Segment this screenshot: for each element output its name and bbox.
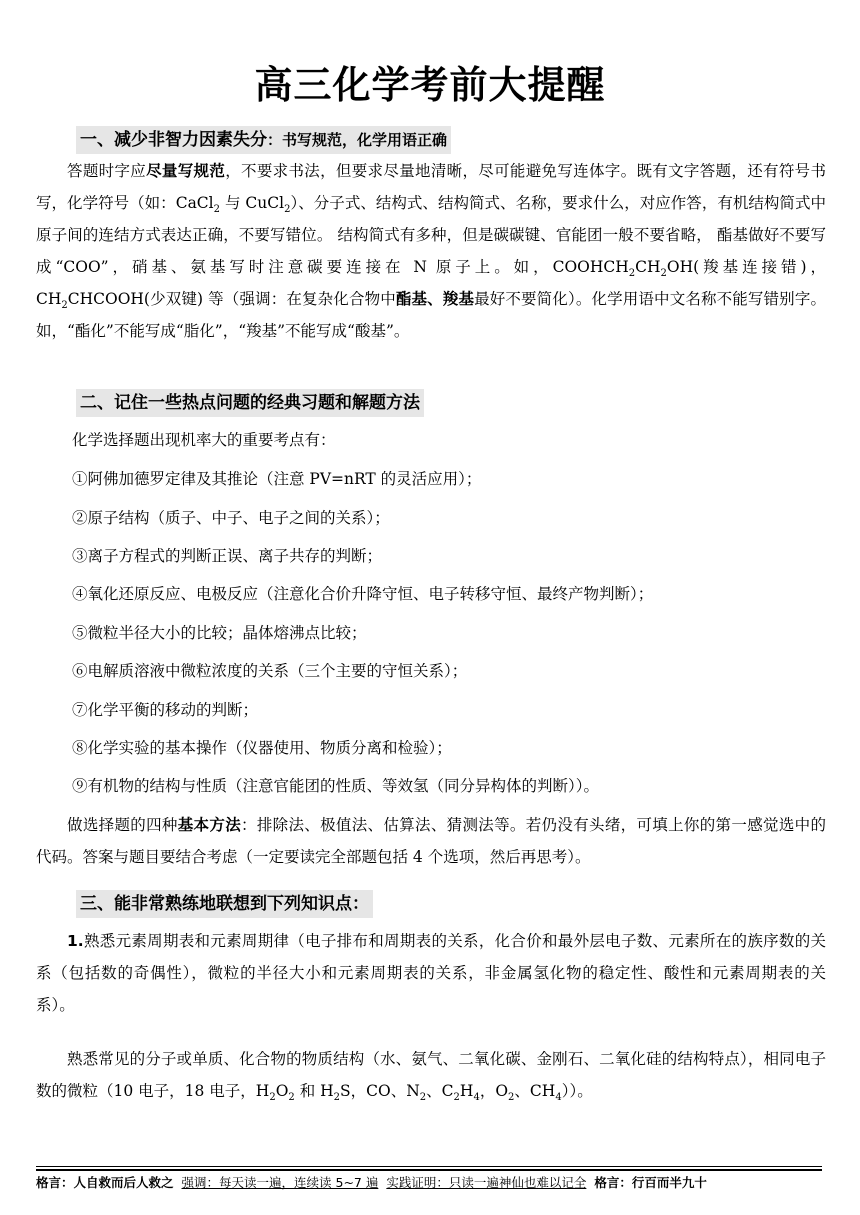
- subscript: 4: [555, 1092, 562, 1104]
- text-span: ，不要求书法，但要求尽量地清晰，尽可能避免写连体字。既有文字答题，还有符号书写，化学符号（如：: [36, 162, 826, 212]
- footer-motto-1: 格言：人自救而后人救之: [36, 1175, 174, 1190]
- section-3-heading: 三、能非常熟练地联想到下列知识点：: [76, 890, 373, 918]
- subscript: 2: [213, 204, 220, 216]
- text-span: 最好不要简化）。化学用语中文名称不能写错别字。如，“酯化”不能写成“脂化”，“羧基”不能写成“酸基”。: [36, 290, 826, 340]
- section-3-paragraph-1: [36, 925, 826, 1021]
- text-span: 、C: [426, 1082, 454, 1100]
- text-span: 、CH: [514, 1082, 556, 1100]
- footer-practice: 实践证明：只读一遍神仙也难以记全: [386, 1175, 587, 1190]
- subscript: 2: [269, 1092, 276, 1104]
- subscript: 4: [473, 1092, 480, 1104]
- section-1-heading: [76, 126, 451, 154]
- text-span: ））。: [561, 1082, 593, 1100]
- list-item: ⑥电解质溶液中微粒浓度的关系（三个主要的守恒关系）；: [72, 662, 468, 680]
- formula-text: O: [275, 1082, 289, 1100]
- text-span: 做选择题的四种: [67, 816, 178, 834]
- subscript: 2: [508, 1092, 515, 1104]
- subscript: 2: [453, 1092, 460, 1104]
- text-span: ）、分子式、结构式、结构简式、名称，要求什么，对应作答，有机结构简式中原子间的连结方式表达正确，不要写错位。 结构简式有多种，但是碳碳键、官能团一般不要省略， 酯基做好不要写成“COO”，硝基、氨基写时注意碳要连接在 N 原子上。如，COOHCH: [36, 194, 826, 276]
- subscript: 2: [628, 268, 636, 280]
- formula-text: CuCl: [245, 194, 285, 212]
- text-span: 和 H: [294, 1082, 334, 1100]
- section-1-paragraph: [36, 155, 826, 347]
- list-item: ⑨有机物的结构与性质（注意官能团的性质、等效氢（同分异构体的判断））。: [72, 777, 600, 795]
- text-span: 熟悉常见的分子或单质、化合物的物质结构（水、氨气、二氧化碳、金刚石、二氧化硅的结构特点），相同电子数的微粒（10 电子，18 电子，H: [36, 1050, 826, 1100]
- text-span: ，O: [479, 1082, 509, 1100]
- subscript: 2: [333, 1092, 341, 1104]
- footer-emphasis: 强调：每天读一遍，连续读 5~7 遍: [181, 1175, 379, 1190]
- section-2-heading: 二、记住一些热点问题的经典习题和解题方法: [76, 389, 424, 417]
- section-2-method-paragraph: [36, 809, 826, 873]
- list-item: ②原子结构（质子、中子、电子之间的关系）；: [72, 509, 390, 527]
- text-span: 答题时字应: [67, 162, 147, 180]
- subscript: 2: [288, 1092, 295, 1104]
- text-span: S，CO、N: [340, 1082, 420, 1100]
- text-span: CHCOOH(少双键) 等（强调：在复杂化合物中: [67, 290, 396, 308]
- item-number: 1.: [67, 932, 84, 950]
- subscript: 2: [660, 268, 667, 280]
- text-span: 与: [220, 194, 246, 212]
- list-item: ⑦化学平衡的移动的判断；: [72, 701, 259, 719]
- formula-text: CH: [635, 258, 661, 276]
- section-1-heading-sub: ：书写规范，化学用语正确: [267, 131, 448, 149]
- page-title: 高三化学考前大提醒: [254, 62, 606, 107]
- subscript: 2: [284, 204, 291, 216]
- list-item: ①阿佛加德罗定律及其推论（注意 PV=nRT 的灵活应用）；: [72, 470, 482, 488]
- section-3-paragraph-2: [36, 1043, 826, 1107]
- text-span: 熟悉元素周期表和元素周期律（电子排布和周期表的关系，化合价和最外层电子数、元素所在的族序数的关系（包括数的奇偶性），微粒的半径大小和元素周期表的关系，非金属氢化物的稳定性、酸性和元素周期表的关系）。: [36, 932, 826, 1014]
- formula-text: CaCl: [175, 194, 214, 212]
- text-span: ：排除法、极值法、估算法、猜测法等。若仍没有头绪，可填上你的第一感觉选中的代码。答案与题目要结合考虑（一定要读完全部题包括 4 个选项，然后再思考）。: [36, 816, 826, 866]
- footer-divider: [36, 1166, 822, 1167]
- formula-text: H: [459, 1082, 474, 1100]
- list-item: ③离子方程式的判断正误、离子共存的判断；: [72, 547, 383, 565]
- list-item: ④氧化还原反应、电极反应（注意化合价升降守恒、电子转移守恒、最终产物判断）；: [72, 585, 654, 603]
- section-2-intro: 化学选择题出现机率大的重要考点有：: [72, 431, 336, 449]
- text-span: OH(羧基连接错)，CH: [36, 258, 826, 308]
- bold-text: 尽量写规范: [146, 162, 226, 180]
- subscript: 2: [61, 300, 68, 312]
- footer-divider-thick: [36, 1169, 822, 1171]
- section-1-heading-main: 一、减少非智力因素失分: [80, 130, 267, 150]
- subscript: 2: [419, 1092, 427, 1104]
- bold-text: 酯基、羧基: [395, 290, 475, 308]
- footer-motto-2: 格言：行百而半九十: [594, 1175, 707, 1190]
- list-item: ⑤微粒半径大小的比较；晶体熔沸点比较；: [72, 624, 367, 642]
- bold-text: 基本方法: [177, 816, 242, 834]
- footer: [36, 1172, 822, 1194]
- list-item: ⑧化学实验的基本操作（仪器使用、物质分离和检验）；: [72, 739, 452, 757]
